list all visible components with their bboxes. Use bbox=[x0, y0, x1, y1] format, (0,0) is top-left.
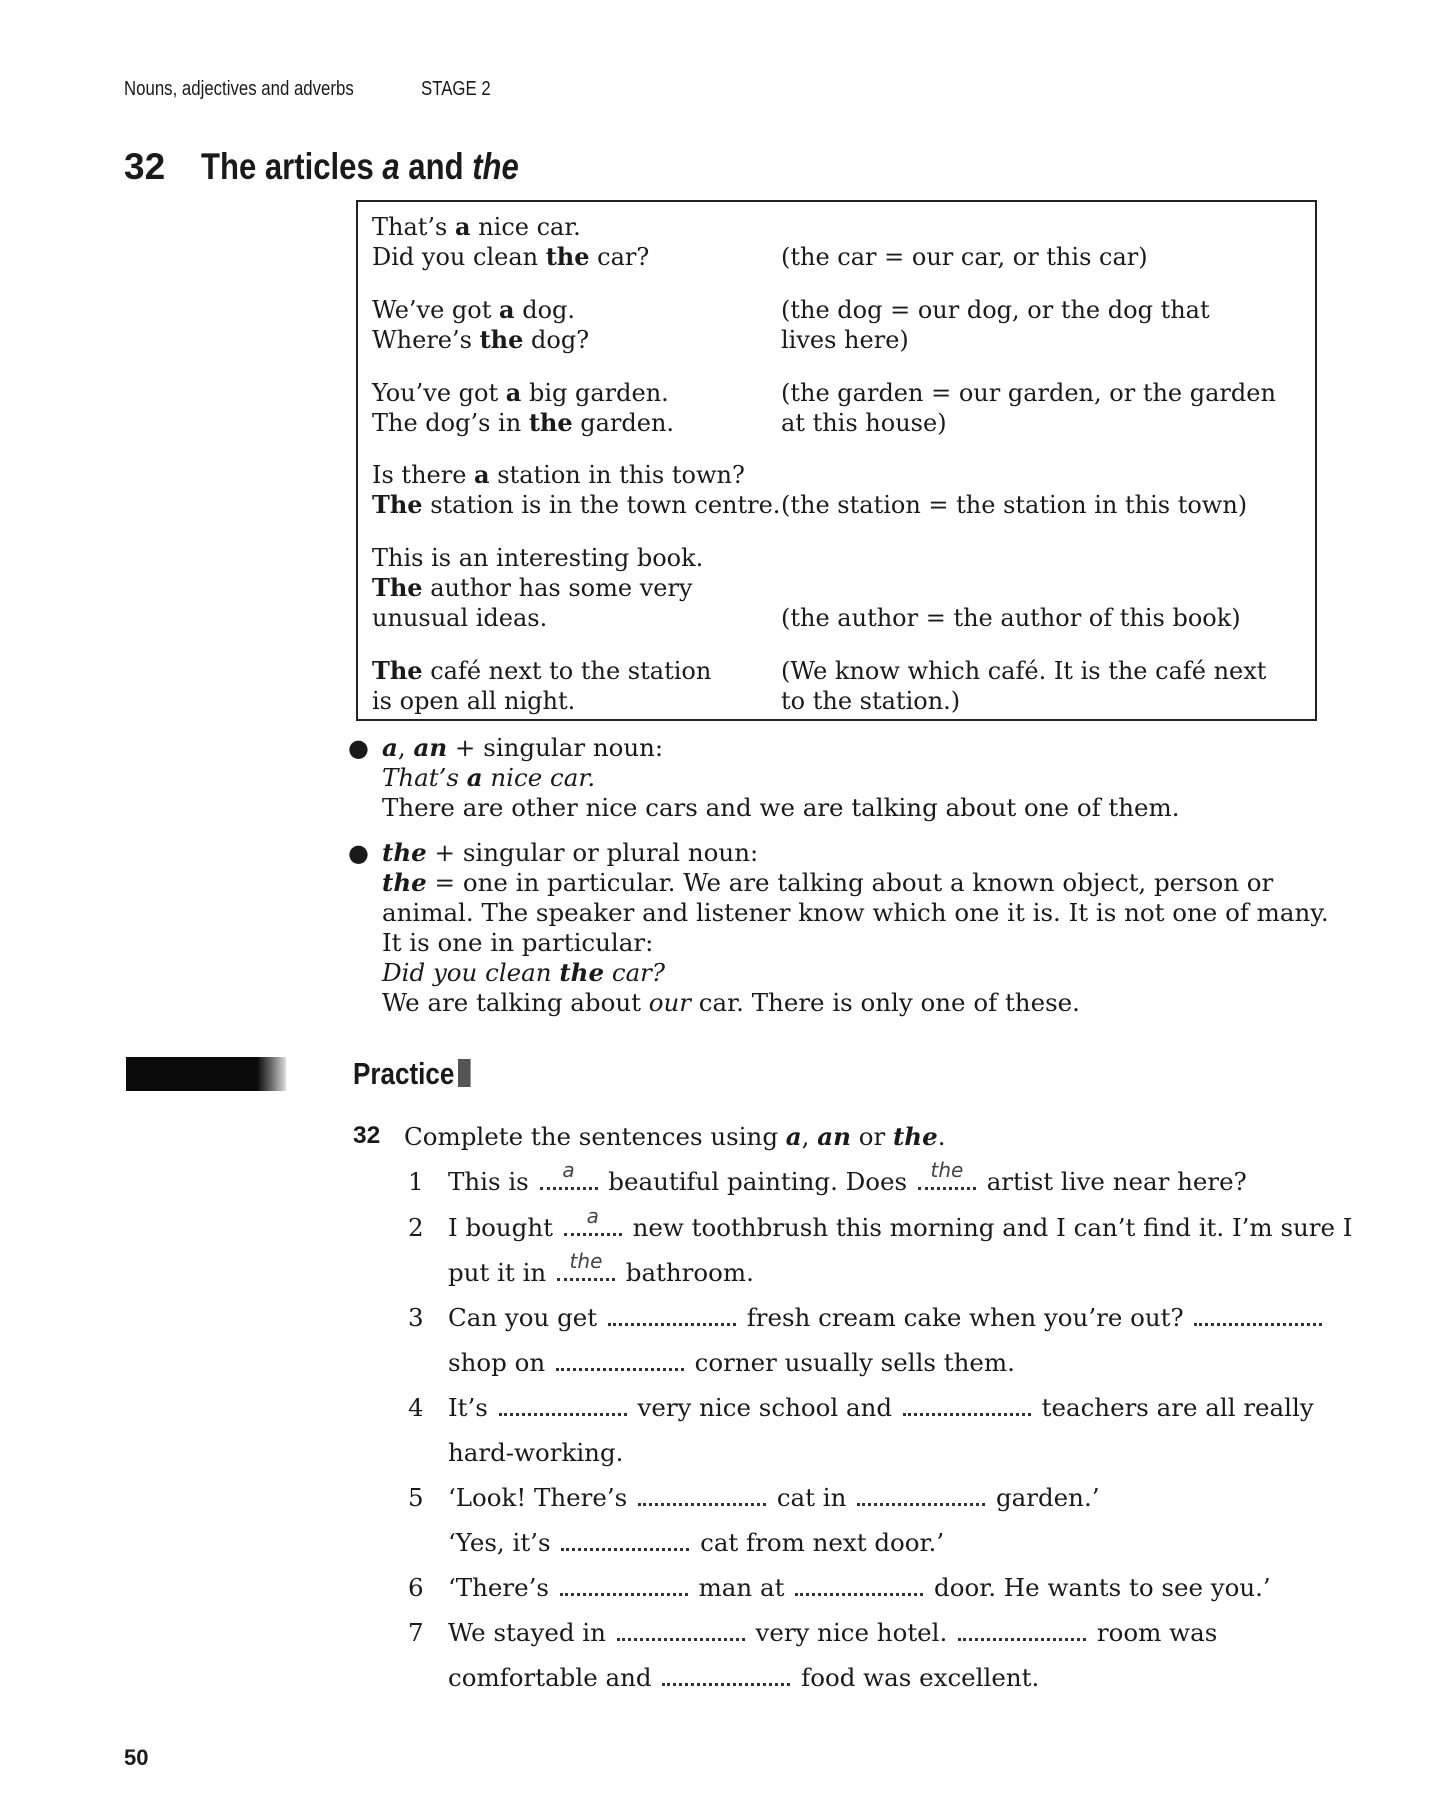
running-header bbox=[124, 78, 491, 101]
answer-blank[interactable] bbox=[662, 1665, 790, 1686]
ink-blot-icon bbox=[458, 1059, 471, 1087]
bullet-icon: ● bbox=[348, 734, 369, 762]
answer-blank[interactable] bbox=[617, 1620, 745, 1641]
example-4-explanation: (the station = the station in this town) bbox=[781, 491, 1248, 519]
answer-blank[interactable]: a bbox=[540, 1167, 598, 1190]
answer-blank[interactable] bbox=[556, 1350, 684, 1371]
example-3-explanation: (the garden = our garden, or the garden at this house) bbox=[781, 379, 1276, 437]
exercise-instruction: Complete the sentences using a, an or the. bbox=[404, 1122, 946, 1151]
answer-blank[interactable] bbox=[958, 1620, 1086, 1641]
section-name: Nouns, adjectives and adverbs bbox=[124, 78, 354, 100]
exercise-number: 32 bbox=[353, 1122, 381, 1149]
unit-title-text: The articles a and the bbox=[201, 146, 519, 187]
unit-number: 32 bbox=[124, 146, 166, 187]
answer-blank[interactable] bbox=[638, 1485, 766, 1506]
note-the: ● the + singular or plural noun: the = one in particular. We are talking about a known object, person or animal. The speaker and listener know which one it is. It is not one of many. It is one in particular: Did you clean the car? We are talking about our car. There is only one of these. bbox=[348, 838, 1329, 1017]
page-number: 50 bbox=[124, 1745, 149, 1770]
example-2-explanation: (the dog = our dog, or the dog that lives here) bbox=[781, 296, 1210, 354]
answer-blank[interactable] bbox=[795, 1575, 923, 1596]
answer-blank[interactable] bbox=[561, 1530, 689, 1551]
example-3-sentences: You’ve got a big garden. The dog’s in the garden. bbox=[372, 378, 675, 437]
example-1-sentences: That’s a nice car. Did you clean the car? bbox=[372, 212, 650, 271]
example-4-sentences: Is there a station in this town? The station is in the town centre. bbox=[372, 460, 781, 519]
answer-blank[interactable] bbox=[499, 1395, 627, 1416]
answer-blank[interactable]: the bbox=[557, 1258, 615, 1281]
example-2-sentences: We’ve got a dog. Where’s the dog? bbox=[372, 295, 590, 354]
stage-label: STAGE 2 bbox=[421, 78, 491, 100]
answer-blank[interactable] bbox=[560, 1575, 688, 1596]
answer-blank[interactable]: a bbox=[564, 1213, 622, 1236]
answer-blank[interactable] bbox=[1194, 1305, 1322, 1326]
example-6-explanation: (We know which café. It is the café next to the station.) bbox=[781, 657, 1267, 715]
note-a-an: ● a, an + singular noun: That’s a nice car. There are other nice cars and we are talking about one of them. bbox=[348, 733, 1180, 822]
answer-blank[interactable] bbox=[857, 1485, 985, 1506]
answer-blank[interactable]: the bbox=[918, 1167, 976, 1190]
practice-marker-bar bbox=[126, 1057, 286, 1091]
example-6-sentences: The café next to the station is open all night. bbox=[372, 656, 712, 715]
examples-box bbox=[356, 200, 1317, 721]
answer-blank[interactable] bbox=[608, 1305, 736, 1326]
answer-blank[interactable] bbox=[903, 1395, 1031, 1416]
practice-heading: Practice bbox=[353, 1056, 493, 1092]
example-5-explanation: (the author = the author of this book) bbox=[781, 604, 1241, 632]
example-1-explanation: (the car = our car, or this car) bbox=[781, 243, 1148, 271]
bullet-icon: ● bbox=[348, 839, 369, 867]
example-5-sentences: This is an interesting book. The author has some very unusual ideas. bbox=[372, 544, 704, 632]
